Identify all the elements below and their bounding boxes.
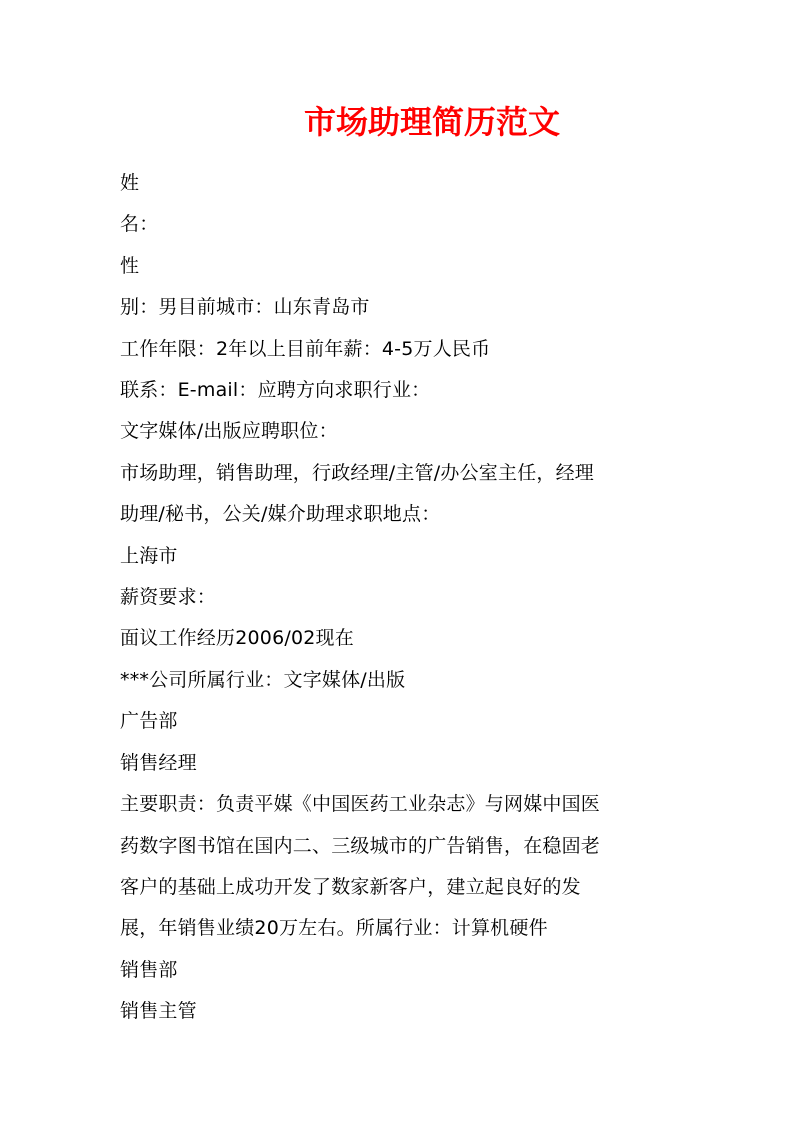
text-line-name-label-1: 姓	[120, 172, 140, 194]
text-line-contact: 联系：E-mail：应聘方向求职行业：	[120, 379, 431, 402]
text-line-positions-2: 助理/秘书，公关/媒介助理求职地点：	[120, 503, 441, 526]
text-line-salary-label: 薪资要求：	[120, 586, 217, 609]
text-line-name-label-2: 名：	[120, 213, 159, 236]
text-line-duties-2: 药数字图书馆在国内二、三级城市的广告销售，在稳固老	[120, 834, 601, 857]
text-line-sales-manager: 销售经理	[120, 751, 197, 774]
document-title: 市场助理简历范文	[303, 103, 560, 141]
text-line-positions-1: 市场助理，销售助理，行政经理/主管/办公室主任，经理	[120, 461, 595, 484]
document-body	[120, 163, 676, 1033]
text-line-department-sales: 销售部	[120, 958, 178, 981]
text-line-sales-supervisor: 销售主管	[120, 1000, 197, 1023]
text-line-duties-1: 主要职责：负责平媒《中国医药工业杂志》与网媒中国医	[120, 793, 601, 816]
text-line-gender-label-1: 性	[120, 254, 140, 277]
text-line-duties-3: 客户的基础上成功开发了数家新客户，建立起良好的发	[120, 875, 581, 898]
text-line-location: 上海市	[120, 544, 178, 567]
text-line-work-years-salary: 工作年限：2年以上目前年薪：4-5万人民币	[120, 337, 491, 360]
text-line-department-ads: 广告部	[120, 710, 178, 733]
text-line-company: ***公司所属行业：文字媒体/出版	[120, 668, 406, 691]
text-line-gender-city: 别：男目前城市：山东青岛市	[120, 296, 370, 319]
text-line-industry: 文字媒体/出版应聘职位：	[120, 420, 338, 443]
text-line-work-history: 面议工作经历2006/02现在	[120, 627, 354, 650]
text-line-duties-4: 展，年销售业绩20万左右。所属行业：计算机硬件	[120, 917, 548, 940]
